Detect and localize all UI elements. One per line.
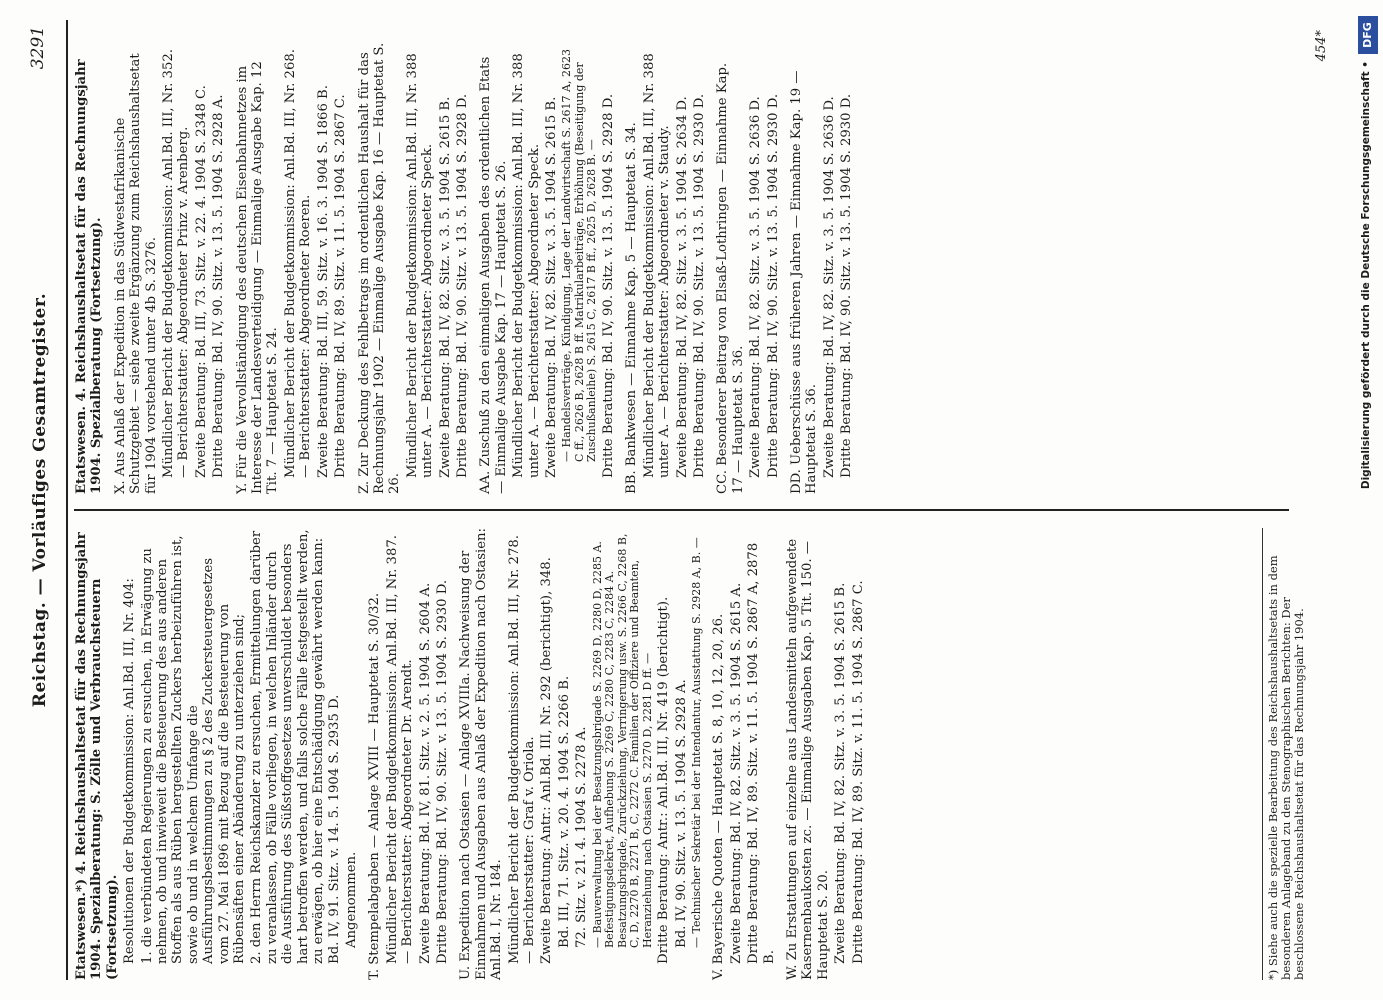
rotated-document-sheet [22,20,1362,980]
index-entry: — Technischer Sekretär bei der Intendantur, Ausstattung S. 2928 A, B. — [689,537,703,948]
index-entry: DD. Ueberschüsse aus früheren Jahren — Einnahme Kap. 19 — Hauptetat S. 36. [788,70,820,494]
index-entry: — Bauverwaltung bei der Besatzungsbrigade S. 2269 D, 2280 D, 2285 A. Befestigungsdekret, Aufhebung S. 2269 C, 2280 C, 2283 C, 2284 A. Besatzungsbrigade, Zurückziehung, Verringerung usw. S. 2266 C, 2268 B, C, D, 2270 B, 2271 B, C, 2272 C. Familien der Offiziere und Beamten, Heranziehung nach Ostasien S. 2270 D, 2281 D ff. — [590,533,654,948]
index-entry: Dritte Beratung: Bd. IV, 90. Sitz. v. 13. 5. 1904 S. 2928 D. [600,93,616,478]
side-credit [1356,6,1382,996]
index-entry: Zweite Beratung: Bd. III, 73. Sitz. v. 22. 4. 1904 S. 2348 C. [193,85,209,478]
index-entry: Zweite Beratung: Antr.: Anl.Bd. III, Nr. 292 (berichtigt), 348. [539,557,555,964]
index-entry: Resolutionen der Budgetkommission: Anl.Bd. III, Nr. 404: [122,578,138,964]
index-entry: — Handelsverträge, Kündigung, Lage der Landwirtschaft S. 2617 A, 2623 C ff., 2626 B, 2628 B ff. Matrikularbeiträge, Erhöhung (Beseitigung der Zuschußanleihe) S. 2615 C, 2617 B ff., 2625 D, 2628 B. — [560,49,599,462]
index-entry: Mündlicher Bericht der Budgetkommission: Anl.Bd. III, Nr. 388 unter A. — Berichterstatter: Abgeordneter v. Staudy. [641,53,673,478]
index-entry: Mündlicher Bericht der Budgetkommission: Anl.Bd. III, Nr. 388 unter A. — Berichterstatter: Abgeordneter Speck. [511,53,542,478]
index-entry: X. Aus Anlaß der Expedition in das Südwestafrikanische Schutzgebiet — siehe zweite Ergänzung zum Reichshaushaltsetat für 1904 vorstehend unter 4b S. 3276. [112,53,159,494]
right-column [74,42,857,494]
dfg-logo: DFG [1358,16,1378,54]
index-entry: Dritte Beratung: Bd. IV, 90. Sitz. v. 13. 5. 1904 S. 2928 A. [211,94,227,478]
index-entry: Mündlicher Bericht der Budgetkommission: Anl.Bd. III, Nr. 278. — Berichterstatter: Graf v. Oriola. [506,535,537,964]
index-entry: Bd. III, 71. Sitz. v. 20. 4. 1904 S. 2266 B. [556,675,572,948]
index-entry: Zweite Beratung: Bd. IV, 82. Sitz. v. 3. 5. 1904 S. 2634 D. [674,96,690,478]
index-entry: Angenommen. [343,851,359,948]
index-entry: 1. die verbündeten Regierungen zu ersuchen, in Erwägung zu nehmen, ob und inwieweit die Besteuerung des aus anderen Stoffen als aus Rüben hergestellten Zuckers herbeizuführen ist, sowie ob und in welchem Umfange die Ausführungsbestimmungen zu § 2 des Zuckersteuergesetzes vom 27. Mai 1896 mit Bezug auf die Besteuerung von Rübensäften einer Abänderung zu unterziehen sind; [139,535,248,964]
index-entry: T. Stempelabgaben — Anlage XVIII — Hauptetat S. 30/32. [367,592,383,980]
index-entry: Dritte Beratung: Bd. IV, 90. Sitz. v. 13. 5. 1904 S. 2930 D. [691,93,707,478]
footnote: *) Siehe auch die spezielle Bearbeitung des Reichshaushaltsetats in dem besonderen Anlageband zu den Stenographischen Berichten: Der beschlossene Reichshaushaltsetat für das Rechnungsjahr 1904. [1262,528,1306,980]
page-header-title: Reichstag. — Vorläufiges Gesamtregister. [30,292,50,708]
index-entry: Etatswesen. 4. Reichshaushaltsetat für das Rechnungsjahr 1904. Spezialberatung (Fortsetzung). [74,59,105,494]
page-header [22,20,68,980]
index-entry: CC. Besonderer Beitrag von Elsaß-Lothringen — Einnahme Kap. 17 — Hauptetat S. 36. [715,62,746,494]
digitization-credit: Digitalisierung gefördert durch die Deutsche Forschungsgemeinschaft • [1360,61,1372,490]
column-divider [74,509,1289,511]
index-entry: Bd. IV, 90. Sitz. v. 13. 5. 1904 S. 2928 A. [673,679,689,948]
index-entry: Dritte Beratung: Bd. IV, 90. Sitz. v. 13. 5. 1904 S. 2930 D. [839,93,855,478]
index-entry: Dritte Beratung: Bd. IV, 90. Sitz. v. 13. 5. 1904 S. 2930 D. [765,93,781,478]
index-entry: Dritte Beratung: Bd. IV, 89. Sitz. v. 11. 5. 1904 S. 2867 A, 2878 B. [746,542,777,964]
index-entry: Mündlicher Bericht der Budgetkommission: Anl.Bd. III, Nr. 268. — Berichterstatter: Abgeordneter Roeren. [282,49,314,478]
index-entry: W. Zu Erstattungen auf einzelne aus Landesmitteln aufgewendete Kasernenbaukosten zc. — Einmalige Ausgaben Kap. 5 Tit. 150. — Hauptetat S. 20. [785,538,831,980]
index-entry: U. Expedition nach Ostasien — Anlage XVIIIa. Nachweisung der Einnahmen und Ausgaben aus Anlaß der Expedition nach Ostasien: Anl.Bd. I, Nr. 184. [458,528,505,980]
index-entry: Zweite Beratung: Bd. IV, 82. Sitz. v. 3. 5. 1904 S. 2615 B. [833,582,849,964]
index-entry: Dritte Beratung: Bd. IV, 89. Sitz. v. 11. 5. 1904 S. 2867 C. [850,580,866,964]
index-entry: Dritte Beratung: Antr.: Anl.Bd. III, Nr. 419 (berichtigt). [656,596,672,964]
index-entry: Mündlicher Bericht der Budgetkommission: Anl.Bd. III, Nr. 352. — Berichterstatter: Abgeordneter Prinz v. Arenberg. [161,49,192,478]
index-entry: AA. Zuschuß zu den einmaligen Ausgaben des ordentlichen Etats — Einmalige Ausgabe Kap. 17 — Hauptetat S. 26. [478,56,509,494]
index-entry: Dritte Beratung: Bd. IV, 90. Sitz. v. 13. 5. 1904 S. 2930 D. [434,579,450,964]
index-entry: 2. den Herrn Reichskanzler zu ersuchen, Ermittelungen darüber zu veranlassen, ob Fälle vorliegen, in welchen Inländer durch die Ausführung des Süßstoffgesetzes unverschuldet besonders hart betroffen werden, und falls solche Fälle festgestellt werden, zu erwägen, ob hier eine Entschädigung gewährt werden kann: Bd. IV, 91. Sitz. v. 14. 5. 1904 S. 2935 D. [249,529,342,964]
index-entry: Zweite Beratung: Bd. IV, 82. Sitz. v. 3. 5. 1904 S. 2636 D. [748,96,764,478]
index-entry: Etatswesen.*) 4. Reichshaushaltsetat für das Rechnungsjahr 1904. Spezialberatung: S. Zölle und Verbrauchsteuern (Fortsetzung). [74,532,120,980]
index-entry: Zweite Beratung: Bd. III, 59. Sitz. v. 16. 3. 1904 S. 1866 B. [315,85,331,478]
page-number: 3291 [28,26,48,70]
index-entry: 72. Sitz. v. 21. 4. 1904 S. 2278 A. [574,726,590,948]
page-mark: 454* [1314,30,1329,62]
index-entry: Dritte Beratung: Bd. IV, 90. Sitz. v. 13. 5. 1904 S. 2928 D. [454,93,470,478]
left-column [74,528,868,980]
index-entry: Dritte Beratung: Bd. IV, 89. Sitz. v. 11. 5. 1904 S. 2867 C. [333,94,349,478]
index-entry: Zweite Beratung: Bd. IV, 81. Sitz. v. 2. 5. 1904 S. 2604 A. [417,582,433,964]
index-entry: BB. Bankwesen — Einnahme Kap. 5 — Hauptetat S. 34. [624,122,640,494]
index-entry: Mündlicher Bericht der Budgetkommission: Anl.Bd. III, Nr. 387. — Berichterstatter: Abgeordneter Dr. Arendt. [384,535,416,964]
index-entry: Mündlicher Bericht der Budgetkommission: Anl.Bd. III, Nr. 388 unter A. — Berichterstatter: Abgeordneter Speck. [404,53,436,478]
index-entry: V. Bayerische Quoten — Hauptetat S. 8, 10, 12, 20, 26. [711,613,727,980]
index-entry: Zweite Beratung: Bd. IV, 82. Sitz. v. 3. 5. 1904 S. 2615 A. [728,582,744,964]
index-entry: Zweite Beratung: Bd. IV, 82. Sitz. v. 3. 5. 1904 S. 2615 B. [543,96,559,478]
index-entry: Zweite Beratung: Bd. IV, 82. Sitz. v. 3. 5. 1904 S. 2636 D. [821,96,837,478]
index-entry: Y. Für die Vervollständigung des deutschen Eisenbahnnetzes im Interesse der Landesverteidigung — Einmalige Ausgabe Kap. 12 Tit. 7 — Hauptetat S. 24. [234,61,281,494]
index-entry: Z. Zur Deckung des Fehlbetrags im ordentlichen Haushalt für das Rechnungsjahr 1902 — Einmalige Ausgabe Kap. 16 — Hauptetat S. 26. [356,42,403,494]
index-entry: Zweite Beratung: Bd. IV, 82. Sitz. v. 3. 5. 1904 S. 2615 B. [437,96,453,478]
